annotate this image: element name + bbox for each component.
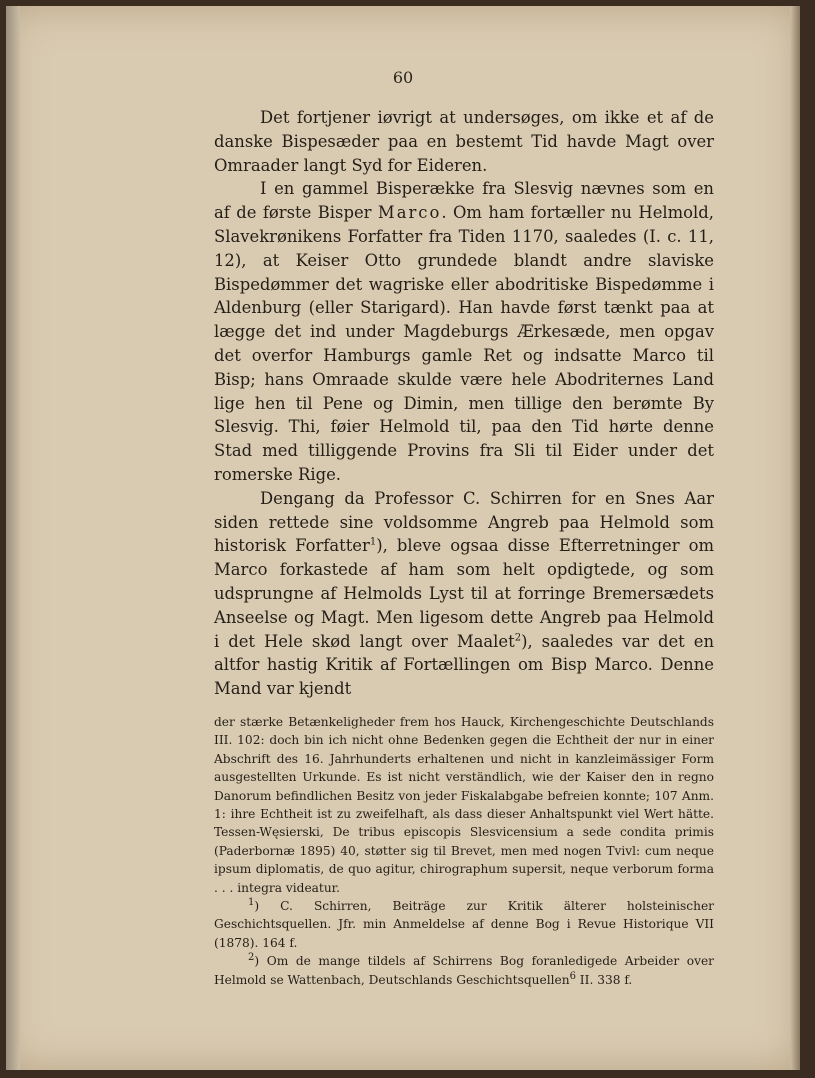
book-page: [6, 6, 800, 1070]
paragraph-2: [214, 177, 714, 486]
paragraph-2-text-b: . Om ham fortæller nu Helmold, Slavekrønikens Forfatter fra Tiden 1170, saaledes (I. c. 11, 12), at Keiser Otto grundede blandt andre slaviske Bispedømmer det wagriske eller abodritiske Bispedømme i Aldenburg (eller Starigard). Han havde først tænkt paa at lægge det ind under Magdeburgs Ærkesæde, men opgav det overfor Hamburgs gamle Ret og indsatte Marco til Bisp; hans Omraade skulde være hele Abodriternes Land lige hen til Pene og Dimin, men tillige den berømte By Slesvig. Thi, føier Helmold til, paa den Tid hørte denne Stad med tilliggende Provins fra Sli til Eider under det romerske Rige.: [214, 203, 714, 484]
footnote-2-text-a: ) Om de mange tildels af Schirrens Bog foranledigede Arbeider over Helmold se Wattenbach, Deutschlands Geschichtsquellen: [214, 954, 714, 987]
page-number: 60: [392, 68, 414, 87]
paragraph-3: [214, 487, 714, 701]
paragraph-3-text-c: ), saaledes var det en altfor hastig Kritik af Fortællingen om Bisp Marco. Denne Mand var kjendt: [214, 631, 714, 699]
footnote-1-mark: 1: [248, 896, 255, 908]
paragraph-1: Det fortjener iøvrigt at undersøges, om ikke et af de danske Bispesæder paa en bestemt Tid havde Magt over Omraader langt Syd for Eideren.: [214, 108, 714, 175]
footnote-1: [214, 897, 714, 952]
paragraph-3-text-a: Dengang da Professor C. Schirren for en Snes Aar siden rettede sine voldsomme Angreb paa Helmold som historisk Forfatter: [214, 488, 714, 556]
page-edge: [790, 6, 800, 1070]
book-spine: [6, 6, 20, 1070]
footnote-2: [214, 952, 714, 989]
footnote-1-text: ) C. Schirren, Beiträge zur Kritik älterer holsteinischer Geschichtsquellen. Jfr. min Anmeldelse af denne Bog i Revue Historique VII (1878). 164 f.: [214, 898, 714, 950]
footnote-ref-1: 1: [369, 536, 377, 548]
footnote-2-edition: 6: [569, 970, 576, 982]
footnote-continuation: der stærke Betænkeligheder frem hos Hauck, Kirchengeschichte Deutschlands III. 102: doch bin ich nicht ohne Bedenken gegen die Echtheit der nur in einer Abschrift des 16. Jahrhunderts erhaltenen und nicht in kanzleimässiger Form ausgestellten Urkunde. Es ist nicht verständlich, wie der Kaiser den in regno Danorum befindlichen Besitz von jeder Fiskalabgabe befreien konnte; 107 Anm. 1: ihre Echtheit ist zu zweifelhaft, als dass dieser Anhaltspunkt viel Wert hätte. Tessen-Węsierski, De tribus episcopis Slesvicensium a sede condita primis (Paderbornæ 1895) 40, støtter sig til Brevet, men med nogen Tvivl: cum neque ipsum diplomatis, de quo agitur, chirographum supersit, neque verborum forma . . . integra videatur.: [214, 714, 714, 895]
paragraph-2-text-a: I en gammel Bisperække fra Slesvig nævnes som en af de første Bisper: [214, 179, 714, 223]
body-text: [214, 106, 714, 701]
footnote-2-mark: 2: [248, 952, 255, 964]
paragraph-3-text-b: ), bleve ogsaa disse Efterretninger om Marco forkastede af ham som helt opdigtede, og som udsprungne af Helmolds Lyst til at forringe Bremersædets Anseelse og Magt. Men ligesom dette Angreb paa Helmold i det Hele skød langt over Maalet: [214, 536, 714, 651]
page-content: [214, 106, 714, 989]
footnotes: [214, 713, 714, 989]
bishop-name-spaced: Marco: [377, 203, 442, 223]
footnote-ref-2: 2: [514, 632, 522, 644]
footnote-2-text-b: II. 338 f.: [575, 972, 633, 987]
